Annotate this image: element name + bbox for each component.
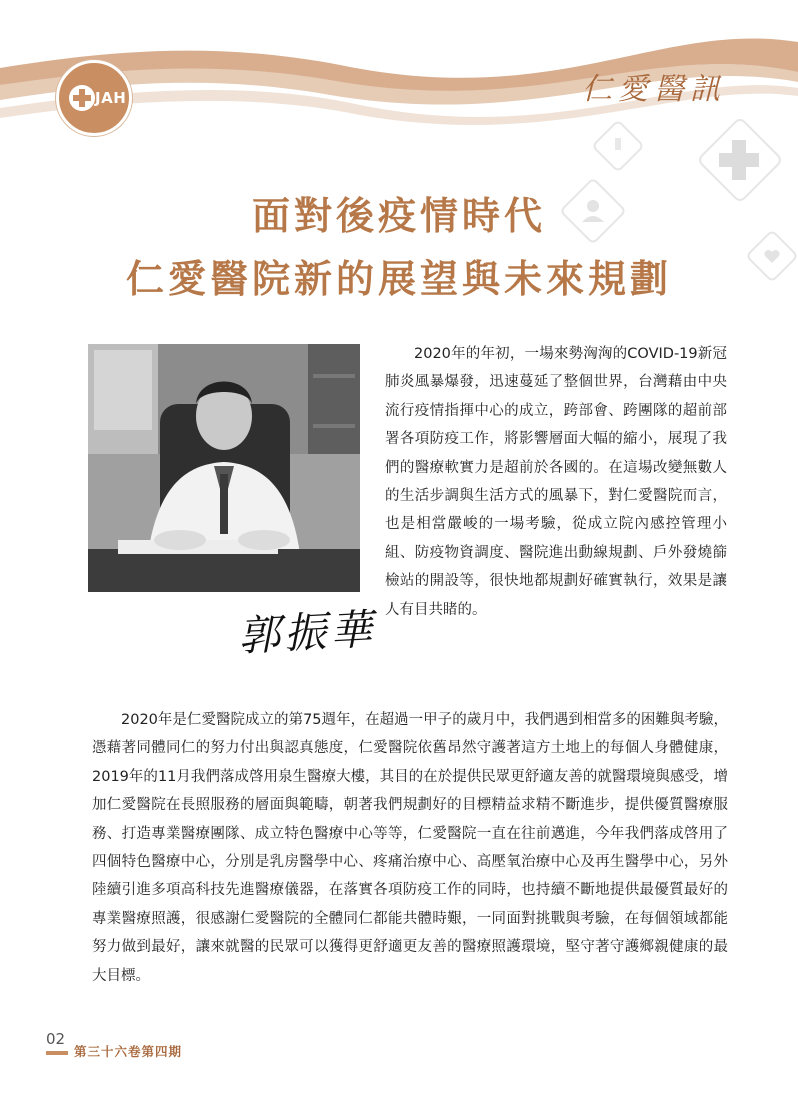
page-number: 02: [46, 1030, 66, 1048]
article-title-line-1: 面對後疫情時代: [251, 194, 546, 238]
portrait-photo: [88, 344, 360, 592]
hospital-logo: [56, 60, 132, 136]
section-label: 仁愛醫訊: [582, 72, 726, 107]
cross-icon: [69, 85, 95, 111]
body-paragraph: 2020年是仁愛醫院成立的第75週年，在超過一甲子的歲月中，我們遇到相當多的困難與考驗，憑藉著同體同仁的努力付出與認真態度，仁愛醫院依舊昂然守護著這方土地上的每個人身體健康，2019年的11月我們落成啓用泉生醫療大樓，其目的在於提供民眾更舒適友善的就醫環境與感受，增加仁愛醫院在長照服務的層面與範疇，朝著我們規劃好的目標精益求精不斷進步，提供優質醫療服務、打造專業醫療團隊、成立特色醫療中心等等，仁愛醫院一直在往前邁進，今年我們落成啓用了四個特色醫療中心，分別是乳房醫學中心、疼痛治療中心、高壓氧治療中心及再生醫學中心，另外陸續引進多項高科技先進醫療儀器，在落實各項防疫工作的同時，也持續不斷地提供最優質最好的專業醫療照護，很感謝仁愛醫院的全體同仁都能共體時艱，一同面對挑戰與考驗，在每個領域都能努力做到最好，讓來就醫的民眾可以獲得更舒適更友善的醫療照護環境，堅守著守護鄉親健康的最大目標。: [92, 712, 728, 984]
footer-accent-bar: [46, 1051, 68, 1055]
issue-volume: 第三十六卷第四期: [74, 1044, 183, 1059]
intro-paragraph: 2020年的年初，一場來勢洶洶的COVID-19新冠肺炎風暴爆發，迅速蔓延了整個世界，台灣藉由中央流行疫情指揮中心的成立，跨部會、跨團隊的超前部署各項防疫工作，將影響層面大幅的縮小，展現了我們的醫療軟實力是超前於各國的。在這場改變無數人的生活步調與生活方式的風暴下，對仁愛醫院而言，也是相當嚴峻的一場考驗，從成立院內感控管理小組、防疫物資調度、醫院進出動線規劃、戶外發燒篩檢站的開設等，很快地都規劃好確實執行，效果是讓人有目共睹的。: [385, 346, 727, 618]
signature: 郭振華: [236, 604, 378, 661]
logo-text: JAH: [95, 89, 127, 107]
article-title-line-2: 仁愛醫院新的展望與未來規劃: [125, 257, 672, 301]
